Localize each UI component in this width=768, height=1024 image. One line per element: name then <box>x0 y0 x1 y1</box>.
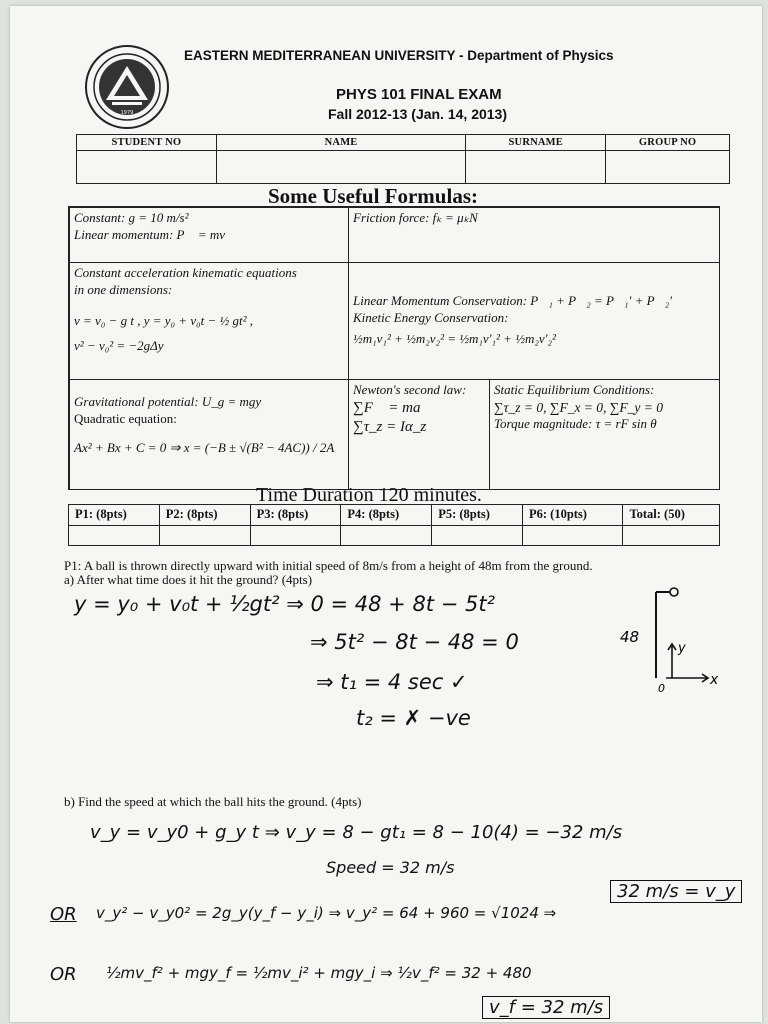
hw-a-line4: t₂ = ✗ −ve <box>356 706 471 730</box>
formula-newton-eq2: ∑τ_z = Iα_z <box>353 419 427 436</box>
score-p2[interactable] <box>159 525 250 546</box>
formula-ke-title: Kinetic Energy Conservation: <box>353 309 509 325</box>
sketch-y-label: y <box>678 641 686 656</box>
formula-kin-eq2: v² − v₀² = −2gΔy <box>74 337 164 353</box>
formula-momentum: Linear momentum: P⃗ = mv⃗ <box>74 226 236 242</box>
col-name: NAME <box>216 135 466 151</box>
logo-year: 1979 <box>120 110 134 116</box>
formula-friction-cell <box>348 207 720 263</box>
score-p1[interactable] <box>69 525 160 546</box>
formula-friction: Friction force: fₖ = μₖN <box>353 210 478 225</box>
points-p2: P2: (8pts) <box>159 505 250 526</box>
points-total: Total: (50) <box>623 505 720 526</box>
formula-newton <box>348 379 490 490</box>
problem1-statement: P1: A ball is thrown directly upward with initial speed of 8m/s from a height of 48m from the ground. <box>64 558 593 573</box>
hw-b-or2-label: OR <box>50 964 77 985</box>
formula-static-title: Static Equilibrium Conditions: <box>494 382 655 397</box>
formula-quad-eq: Ax² + Bx + C = 0 ⇒ x = (−B ± √(B² − 4AC)) / 2A <box>74 439 335 455</box>
surname-field[interactable] <box>466 151 606 184</box>
score-p5[interactable] <box>432 525 523 546</box>
formula-static-eq: ∑τ_z = 0, ∑F_x = 0, ∑F_y = 0 <box>494 399 664 415</box>
hw-b-or1: v_y² − v_y0² = 2g_y(y_f − y_i) ⇒ v_y² = 64 + 960 = √1024 ⇒ <box>96 904 557 922</box>
hw-a-line1: y = y₀ + v₀t + ½gt² ⇒ 0 = 48 + 8t − 5t² <box>74 592 496 616</box>
sketch-height-label: 48 <box>620 628 640 646</box>
score-p4[interactable] <box>341 525 432 546</box>
formula-constant: Constant: g = 10 m/s² <box>74 210 189 225</box>
hw-b-or1-box: 32 m/s = v_y <box>610 880 742 903</box>
formula-potential <box>69 379 349 490</box>
formula-box <box>68 206 720 490</box>
hw-b-or2: ½mv_f² + mgy_f = ½mv_i² + mgy_i ⇒ ½v_f² = 32 + 480 <box>106 964 532 982</box>
hw-b-line1: v_y = v_y0 + g_y t ⇒ v_y = 8 − gt₁ = 8 − 10(4) = −32 m/s <box>90 822 623 843</box>
points-p3: P3: (8pts) <box>250 505 341 526</box>
university-title: EASTERN MEDITERRANEAN UNIVERSITY - Department of Physics <box>184 48 614 63</box>
student-info-table <box>76 134 730 184</box>
formula-torque: Torque magnitude: τ = rF sin θ <box>494 416 657 432</box>
points-table <box>68 504 720 546</box>
formula-constants <box>69 207 349 263</box>
hw-b-or1-label: OR <box>50 904 77 925</box>
points-p6: P6: (10pts) <box>522 505 622 526</box>
university-logo <box>84 44 170 130</box>
points-p4: P4: (8pts) <box>341 505 432 526</box>
formula-kin-eq1: v = v₀ − g t , y = y₀ + v₀t − ½ gt² , <box>74 312 254 328</box>
col-group-no: GROUP NO <box>606 135 730 151</box>
hw-b-or2-box: v_f = 32 m/s <box>482 996 610 1019</box>
score-p3[interactable] <box>250 525 341 546</box>
ground-sketch <box>610 586 730 696</box>
formulas-title: Some Useful Formulas: <box>268 184 478 208</box>
formula-newton-eq1: ∑F⃗ = ma⃗ <box>353 399 433 416</box>
student-no-field[interactable] <box>77 151 217 184</box>
formula-lin-mom: Linear Momentum Conservation: P⃗₁ + P⃗₂ = P⃗₁' + P⃗₂' <box>353 293 672 308</box>
name-field[interactable] <box>216 151 466 184</box>
group-no-field[interactable] <box>606 151 730 184</box>
exam-term: Fall 2012-13 (Jan. 14, 2013) <box>328 106 507 122</box>
hw-a-line2: ⇒ 5t² − 8t − 48 = 0 <box>310 630 519 654</box>
formula-kinematics <box>69 262 349 380</box>
col-student-no: STUDENT NO <box>77 135 217 151</box>
formula-conservation <box>348 262 720 380</box>
sketch-x-label: x <box>710 672 719 688</box>
points-p5: P5: (8pts) <box>432 505 523 526</box>
exam-page <box>10 6 762 1022</box>
formula-newton-title: Newton's second law: <box>353 382 467 397</box>
hw-b-speed: Speed = 32 m/s <box>326 858 455 877</box>
score-total[interactable] <box>623 525 720 546</box>
problem1-part-a: a) After what time does it hit the ground? (4pts) <box>64 572 313 587</box>
col-surname: SURNAME <box>466 135 606 151</box>
formula-kin-title-2: in one dimensions: <box>74 281 173 297</box>
points-p1: P1: (8pts) <box>69 505 160 526</box>
formula-kin-title-1: Constant acceleration kinematic equations <box>74 265 297 280</box>
hw-a-line3: ⇒ t₁ = 4 sec ✓ <box>316 670 468 694</box>
formula-grav: Gravitational potential: U_g = mgy <box>74 394 262 409</box>
formula-quad-title: Quadratic equation: <box>74 410 177 426</box>
problem1-part-b: b) Find the speed at which the ball hits the ground. (4pts) <box>64 794 362 809</box>
exam-title: PHYS 101 FINAL EXAM <box>336 86 502 103</box>
formula-static <box>489 379 720 490</box>
time-duration: Time Duration 120 minutes. <box>256 484 482 506</box>
sketch-origin-label: 0 <box>658 682 665 695</box>
formula-ke-eq: ½m₁v₁² + ½m₂v₂² = ½m₁v′₁² + ½m₂v′₂² <box>353 330 556 346</box>
score-p6[interactable] <box>522 525 622 546</box>
